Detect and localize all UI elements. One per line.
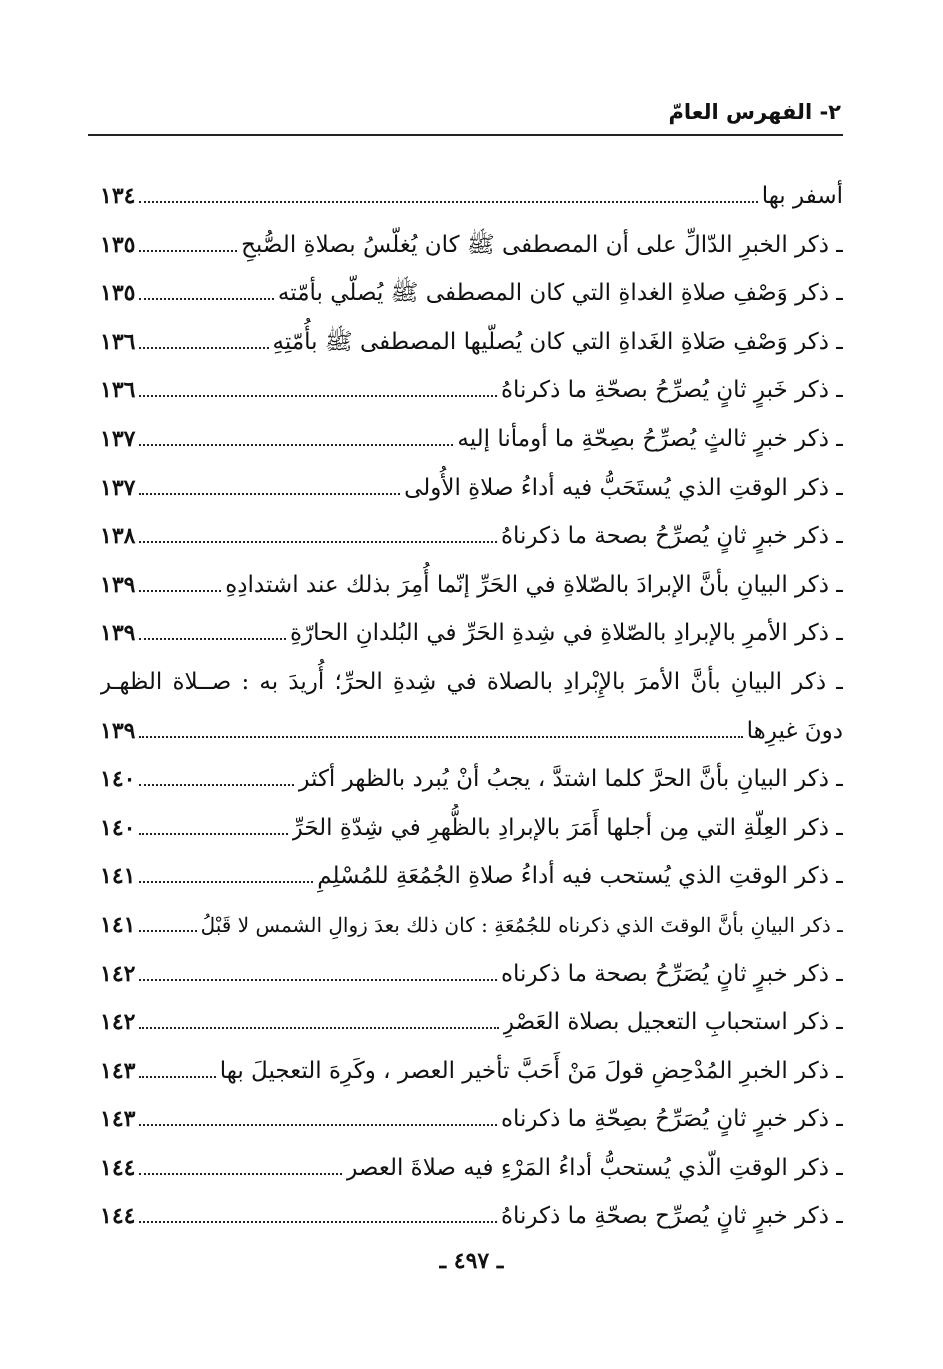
dot-leader — [139, 736, 742, 738]
dot-leader — [139, 201, 757, 203]
toc-entry-title: ـ ذكر خبرٍ ثالثٍ يُصرِّحُ بصِحّةِ ما أومأنا إليه — [457, 425, 843, 452]
dot-leader — [139, 250, 237, 252]
dot-leader — [139, 979, 497, 981]
dot-leader — [139, 1221, 497, 1223]
dot-leader — [139, 347, 268, 349]
toc-entry-page: ١٣٥ — [100, 280, 136, 307]
toc-entry-title: ـ ذكر العِلّةِ التي مِن أجلها أَمَرَ بالإبرادِ بالظُّهرِ في شِدّةِ الحَرِّ — [291, 814, 843, 841]
toc-entry — [100, 901, 843, 950]
header-rule — [88, 134, 843, 136]
toc-entry — [100, 464, 843, 513]
toc-entry-title: ـ ذكر الوقتِ الذي يُستحب فيه أداءُ صلاةِ الجُمُعَةِ للمُسْلِمِ — [317, 863, 843, 890]
toc-entry-title: ـ ذكر خبرٍ ثانٍ يُصرِّح بصحّةِ ما ذكرناهُ — [500, 1203, 843, 1230]
table-of-contents — [100, 172, 843, 1241]
toc-entry — [100, 172, 843, 221]
toc-entry-page: ١٤٢ — [100, 960, 136, 987]
dot-leader — [139, 833, 287, 835]
toc-entry-title: أسفر بها — [761, 183, 843, 209]
dot-leader — [139, 298, 273, 300]
dot-leader — [139, 1173, 342, 1175]
toc-entry — [100, 221, 843, 270]
toc-entry-title: ـ ذكر خبرٍ ثانٍ يُصَرِّحُ بصحة ما ذكرناه — [500, 960, 843, 987]
toc-entry-title: ـ ذكر البيانِ بأنَّ الوقتَ الذي ذكرناه للجُمُعَةِ : كان ذلك بعدَ زوالِ الشمس لا قَبْلُ — [200, 912, 843, 937]
dot-leader — [139, 493, 400, 495]
toc-entry-page: ١٣٧ — [100, 425, 136, 452]
dot-leader — [139, 1076, 215, 1078]
toc-entry-title: ـ ذكر الخبرِ المُدْحِضِ قولَ مَنْ أَحَبَّ تأخير العصر ، وكَرِهَ التعجيلَ بها — [219, 1057, 843, 1084]
toc-entry-title: ـ ذكر البيانِ بأنَّ الحرَّ كلما اشتدَّ ، يجبُ أنْ يُبرد بالظهر أكثر — [298, 766, 843, 793]
toc-entry-title: ـ ذكر وَصْفِ صَلاةِ الغَداةِ التي كان يُصلّيها المصطفى ﷺ بأُمّتِهِ — [272, 328, 843, 355]
page-number: ـ ٤٩٧ ـ — [439, 1248, 504, 1274]
toc-entry-page: ١٤١ — [100, 911, 136, 938]
dot-leader — [139, 638, 286, 640]
dot-leader — [139, 930, 196, 932]
toc-entry-title: ـ ذكر خبرٍ ثانٍ يُصرِّحُ بصحة ما ذكرناهُ — [500, 523, 843, 550]
toc-entry — [100, 1192, 843, 1241]
toc-entry — [100, 1047, 843, 1096]
toc-entry-title: ـ ذكر البيانِ بأنَّ الأمرَ بالإِبْرادِ بالصلاة في شِدةِ الحرِّ؛ أُريدَ به : صــلاة الظهـر — [100, 668, 843, 695]
toc-entry-page: ١٤٠ — [100, 766, 136, 793]
toc-entry-title: ـ ذكر وَصْفِ صلاةِ الغداةِ التي كان المصطفى ﷺ يُصلّي بأمّته — [277, 280, 843, 307]
toc-entry-page: ١٤٠ — [100, 814, 136, 841]
dot-leader — [139, 590, 221, 592]
toc-entry — [100, 318, 843, 367]
toc-entry — [100, 852, 843, 901]
toc-entry-page: ١٣٥ — [100, 231, 136, 258]
toc-entry-title: ـ ذكر الأمرِ بالإبرادِ بالصّلاةِ في شِدةِ الحَرِّ في البُلدانِ الحارّةِ — [289, 620, 843, 647]
toc-entry-title: ـ ذكر الخبرِ الدّالِّ على أن المصطفى ﷺ كان يُغلّسُ بصلاةِ الصُّبحِ — [241, 231, 843, 258]
toc-entry-title: ـ ذكر خَبرٍ ثانٍ يُصرِّحُ بصحّةِ ما ذكرناهُ — [500, 377, 843, 404]
toc-entry-title: ـ ذكر استحبابِ التعجيل بصلاة العَصْرِ — [502, 1009, 843, 1036]
toc-entry — [100, 950, 843, 999]
toc-entry-page: ١٤١ — [100, 863, 136, 890]
toc-entry-page: ١٤٤ — [100, 1154, 136, 1181]
toc-entry — [100, 707, 843, 756]
toc-entry-title: دونَ غيرِها — [746, 717, 843, 744]
toc-entry-page: ١٣٧ — [100, 474, 136, 501]
toc-entry-page: ١٣٨ — [100, 523, 136, 550]
dot-leader — [139, 444, 453, 446]
toc-entry-title: ـ ذكر البيانِ بأنَّ الإبرادَ بالصّلاةِ في الحَرِّ إنّما أُمِرَ بذلك عند اشتدادِهِ — [225, 571, 843, 598]
running-header: ٢- الفهرس العامّ — [668, 100, 841, 124]
toc-entry-title: ـ ذكر الوقتِ الذي يُستَحَبُّ فيه أداءُ صلاةِ الأُولى — [404, 474, 843, 501]
toc-entry-page: ١٣٦ — [100, 377, 136, 404]
toc-entry — [100, 998, 843, 1047]
toc-entry — [100, 755, 843, 804]
toc-entry — [100, 1095, 843, 1144]
toc-entry — [100, 609, 843, 658]
dot-leader — [139, 1124, 497, 1126]
toc-entry — [100, 512, 843, 561]
dot-leader — [139, 541, 497, 543]
toc-entry — [100, 1144, 843, 1193]
dot-leader — [139, 1027, 498, 1029]
toc-entry-title: ـ ذكر خبرٍ ثانٍ يُصَرِّحُ بصِحّةِ ما ذكرناه — [500, 1106, 843, 1133]
toc-entry — [100, 561, 843, 610]
toc-entry — [100, 269, 843, 318]
toc-entry — [100, 658, 843, 707]
dot-leader — [139, 395, 497, 397]
toc-entry — [100, 804, 843, 853]
toc-entry-page: ١٤٣ — [100, 1057, 136, 1084]
toc-entry-title: ـ ذكر الوقتِ الّذي يُستحبُّ أداءُ المَرْءِ فيه صلاةَ العصر — [346, 1154, 843, 1181]
dot-leader — [139, 881, 313, 883]
toc-entry — [100, 366, 843, 415]
toc-entry-page: ١٣٤ — [100, 183, 136, 209]
toc-entry-page: ١٣٩ — [100, 571, 136, 598]
toc-entry-page: ١٣٩ — [100, 717, 136, 744]
toc-entry-page: ١٤٤ — [100, 1203, 136, 1230]
dot-leader — [139, 784, 294, 786]
toc-entry-page: ١٣٦ — [100, 328, 136, 355]
toc-entry — [100, 415, 843, 464]
toc-entry-page: ١٤٣ — [100, 1106, 136, 1133]
toc-entry-page: ١٤٢ — [100, 1009, 136, 1036]
toc-entry-page: ١٣٩ — [100, 620, 136, 647]
